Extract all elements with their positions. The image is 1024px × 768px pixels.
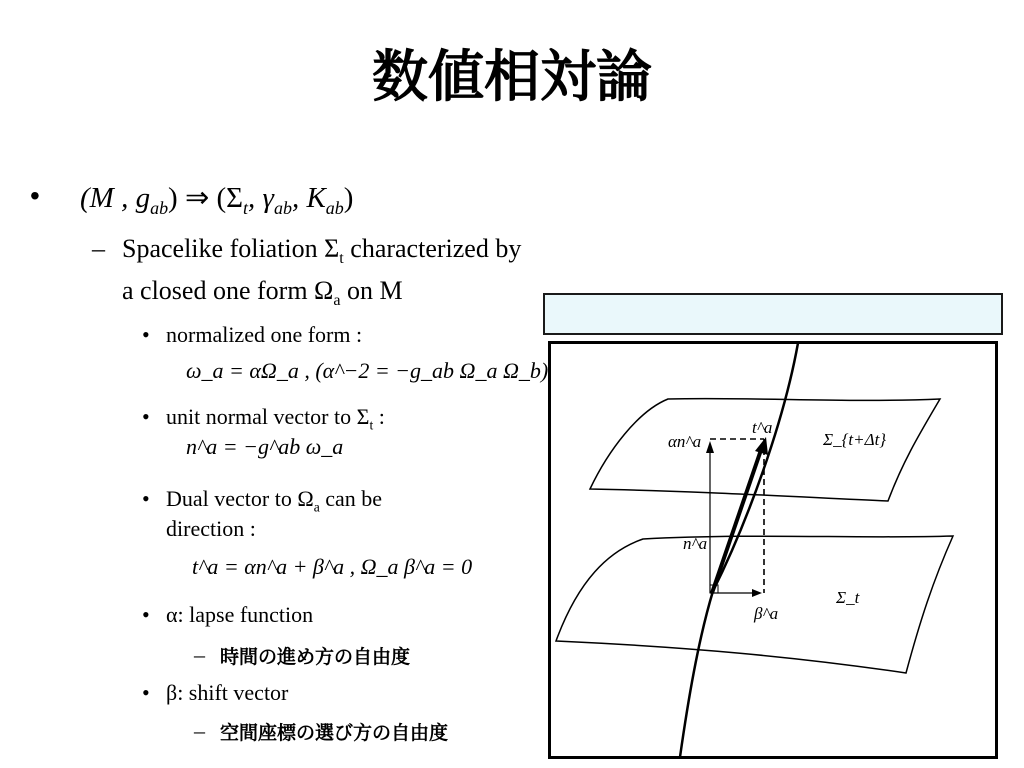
unit-normal-sub: t [369,417,374,433]
t-a-label: t^a [752,418,773,437]
shift-label: β: shift vector [166,680,289,705]
dash-marker-small: – [194,642,205,667]
eq-gamma-sub: ab [273,197,292,218]
slide-title: 数値相対論 [372,45,652,110]
dual-line1 [166,486,382,515]
figure-frame [550,343,997,758]
figure-caption-box [543,293,1003,335]
bullet-marker-small: • [142,404,150,429]
lapse-label: α: lapse function [166,602,314,627]
foliation-text-b: characterized by [343,234,522,263]
foliation-text-a: Spacelike foliation Σ [122,234,340,263]
bullet-marker-small: • [142,680,150,705]
eq-gamma: , γ [248,182,274,214]
dash-marker-small: – [194,718,205,743]
unit-normal-text-a: unit normal vector to Σ [166,404,370,429]
dual-text-b: can be [319,486,383,511]
dual-text-a: Dual vector to Ω [166,486,314,511]
dual-sub: a [313,499,320,515]
foliation-sub: t [339,250,344,268]
beta-a-label: β^a [754,604,779,623]
eq-arrow: ) ⇒ (Σ [168,182,244,214]
eq-close: ) [343,182,354,214]
foliation2-text-b: on M [340,276,403,305]
lapse-description: 時間の進め方の自由度 [220,646,411,668]
shift-description: 空間座標の選び方の自由度 [220,722,449,744]
eq-sigma-sub: t [243,197,249,218]
foliation-line2 [122,276,403,310]
sigma-t-label: Σ_t [836,588,860,607]
foliation2-text-a: a closed one form Ω [122,276,334,305]
unit-normal-text-b: : [373,404,385,429]
foliation-line1 [122,234,521,268]
foliation-diagram [548,341,998,759]
eq-lhs-sub: ab [150,197,169,218]
bullet-marker-small: • [142,322,150,347]
dash-marker: – [92,234,105,263]
foliation2-sub: a [333,292,341,310]
normalized-label: normalized one form : [166,322,363,347]
bullet-marker: • [30,180,40,211]
n-a-label: n^a [683,534,708,553]
bullet-marker-small: • [142,486,150,511]
eq-k-sub: ab [325,197,344,218]
dual-line2: direction : [166,516,256,541]
dual-equation: t^a = αn^a + β^a , Ω_a β^a = 0 [192,554,473,579]
bullet-marker-small: • [142,602,150,627]
sigma-t-dt-label: Σ_{t+Δt} [823,430,887,449]
unit-normal-equation: n^a = −g^ab ω_a [186,434,344,459]
alpha-n-label: αn^a [668,432,702,451]
normalized-equation: ω_a = αΩ_a , (α^−2 = −g_ab Ω_a Ω_b) [186,358,549,383]
eq-k: , K [291,182,326,214]
eq-lhs: (M , g [80,182,151,214]
unit-normal-label [166,404,385,433]
main-equation [80,180,353,219]
